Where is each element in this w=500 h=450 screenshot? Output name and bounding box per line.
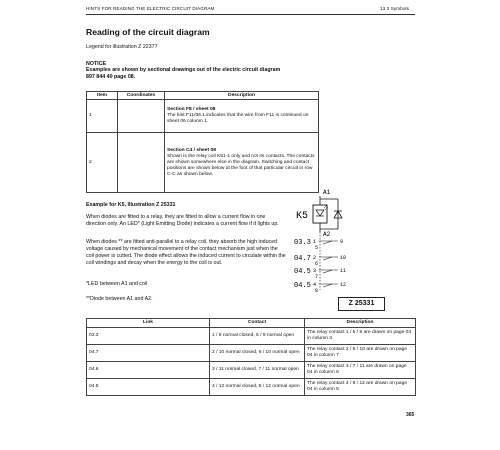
header-left: HINTS FOR READING THE ELECTRIC CIRCUIT DIAGRAM [86,6,215,11]
link-cell: 04.6 [87,362,210,379]
terminal-a2-label: A2 [323,231,331,238]
item-cell: 1 [87,100,118,133]
contact-left-num: 4 [313,282,317,288]
relay-label: K5 [296,211,309,222]
notice-heading: NOTICE [86,61,107,67]
diode-symbol [334,199,342,229]
contact-left-num: 2 [313,255,317,261]
contact-sub-num: 7 [315,274,319,280]
contact-right-num: 12 [340,282,347,288]
page-number: 365 [406,412,415,418]
table-row [87,379,416,396]
terminal-a1-label: A1 [323,189,331,196]
description-cell: The relay contact 2 / 6 / 10 are drawn on page 04 in column 7 [305,345,416,362]
page-title: Reading of the circuit diagram [86,27,210,37]
coordinates-cell [118,100,165,133]
contact-coord: 04.5 [294,282,311,290]
col-header-item: Item [87,92,118,100]
contact-sub-num: 6 [315,261,319,267]
links-table-header [87,319,416,328]
col-header-coordinates: Coordinates [118,92,165,100]
items-table-header [87,92,319,100]
coordinates-cell [118,133,165,193]
contact-cell: 3 / 11 normal closed, 7 / 11 normal open [210,362,305,379]
link-cell: 04.7 [87,345,210,362]
contact-left-num: 1 [313,239,317,245]
contact-sub-num: 5 [315,245,319,251]
table-row [87,328,416,345]
relay-circuit-figure [290,186,360,296]
contact-sub-num: 8 [315,288,319,294]
table-row [87,133,319,193]
description-cell [165,133,319,193]
description-cell: The relay contact 1 / 5 / 9 are drawn on page 03 in column 3 [305,328,416,345]
table-row [87,345,416,362]
section-description: The hint F11/06.1 indicates that the wire from F11 is continued on sheet 06 column 1. [167,113,309,124]
section-description: Shown is the relay coil K51-1 only and not its contacts. The contacts are shown somewhere else in the diagram. Switching and contact positions are shown below at the foot of that particular circuit in row C-C as shown below. [167,153,315,177]
description-cell: The relay contact 4 / 8 / 12 are drawn on page 04 in column 5 [305,379,416,396]
paragraph-diode: When diodes ** are fitted anti-parallel to a relay coil, they absorb the high induced voltage caused by mechanical movement of the contact mechanism just when the coil power is cutted. The diode effect allows the induced current to circulate within the coil windings and decay when the energy to the coil is out. [86,239,286,266]
col-header-link: Link [87,319,210,328]
example-heading: Example for K5, Illustration Z 25331 [86,202,176,208]
note-diode: **Diode between A1 and A2. [86,296,153,302]
contact-row-4 [294,282,346,294]
col-header-contact: Contact [210,319,305,328]
notice-text: Examples are shown by sectional drawings out of the electric circuit diagram 897 844 40 page 08. [86,67,281,80]
col-header-description: Description [305,319,416,328]
contact-coord: 03.3 [294,239,311,247]
link-cell: 03.3 [87,328,210,345]
table-row [87,362,416,379]
section-label: Section C4 / sheet 08 [167,147,216,153]
description-cell [165,100,319,133]
contact-cell: 2 / 10 normal closed, 6 / 10 normal open [210,345,305,362]
contact-coord: 04.5 [294,268,311,276]
table-row [87,100,319,133]
section-label: Section F8 / sheet 08 [167,107,216,112]
col-header-description: Description [165,92,319,100]
link-cell: 04.5 [87,379,210,396]
paragraph-led: When diodes are fitted to a relay, they are fitted to allow a current flow in one direction only. An LED* (Light Emitting Diode) indicates a current flow if it lights up. [86,214,279,227]
contact-cell: 1 / 9 normal closed, 5 / 9 normal open [210,328,305,345]
item-cell: 2 [87,133,118,193]
contact-coord: 04.7 [294,255,311,263]
header-right: 13.3 Symbols [380,6,410,11]
description-cell: The relay contact 3 / 7 / 11 are drawn on page 04 in column 6 [305,362,416,379]
illustration-id-badge: Z 25331 [338,297,385,311]
contact-right-num: 9 [340,239,344,245]
header-rule [86,14,415,15]
legend-line: Legend for illustration Z 22377 [86,44,158,50]
links-table [86,318,416,396]
note-led: *LED between A1 and coil [86,281,148,287]
items-table [86,91,319,193]
relay-coil-symbol [313,196,338,232]
contact-row-1 [294,239,343,251]
contact-right-num: 11 [340,268,347,274]
contact-cell: 4 / 12 normal closed, 8 / 12 normal open [210,379,305,396]
contact-left-num: 3 [313,268,317,274]
contact-right-num: 10 [340,255,347,261]
